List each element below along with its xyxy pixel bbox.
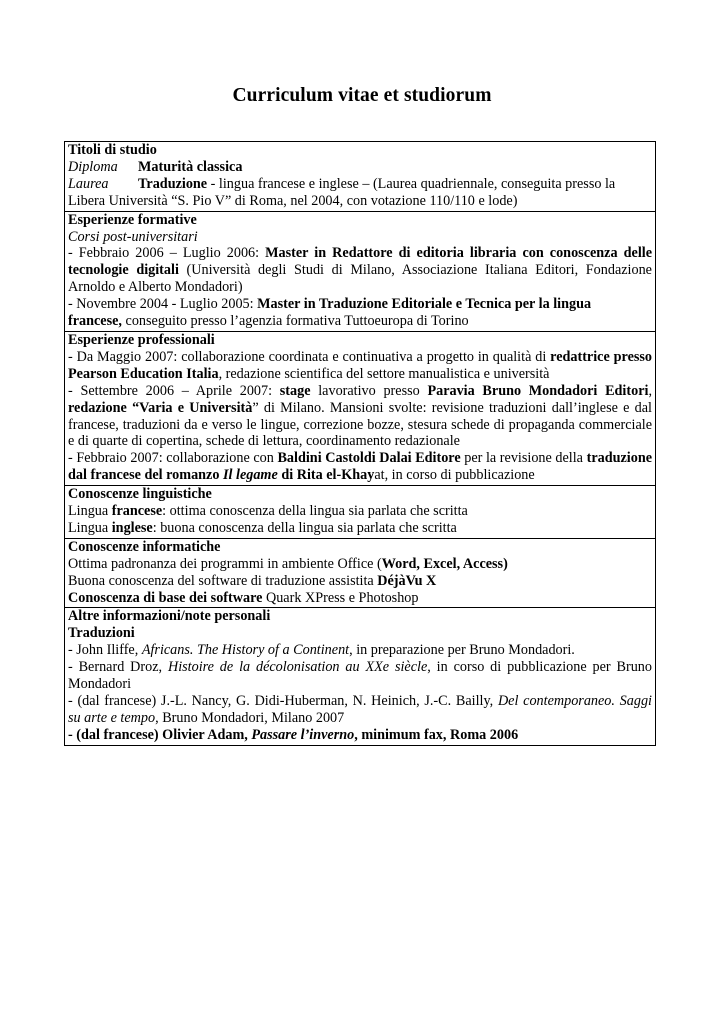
laurea-label: Laurea (68, 175, 109, 192)
section-esperienze-professionali (65, 331, 656, 485)
list-item: - Da Maggio 2007: collaborazione coordinata e continuativa a progetto in qualità di redattrice presso Pearson Education Italia, redazione scientifica del settore manualistica e università (68, 348, 652, 382)
section-heading: Esperienze professionali (68, 331, 215, 348)
laurea-line (68, 176, 652, 193)
section-heading: Conoscenze linguistiche (68, 486, 212, 503)
section-heading: Altre informazioni/note personali (68, 608, 271, 625)
document-title: Curriculum vitae et studiorum (232, 85, 492, 106)
section-subheading: Traduzioni (68, 625, 135, 642)
list-item: - Settembre 2006 – Aprile 2007: stage lavorativo presso Paravia Bruno Mondadori Editori, redazione “Varia e Università” di Milano. Mansioni svolte: revisione traduzioni dall’inglese e dal francese, traduzioni da e verso le lingue, correzione bozze, stesura schede di propaganda commerciale e di quarte di copertina, schede di lettura, coordinamento redazionale (68, 382, 652, 450)
skill-line: Buona conoscenza del software di traduzione assistita DéjàVu X (68, 572, 437, 589)
list-item: - Novembre 2004 - Luglio 2005: Master in Traduzione Editoriale e Tecnica per la lingua francese, conseguito presso l’agenzia formativa Tuttoeuropa di Torino (68, 296, 592, 330)
list-item: - Febbraio 2007: collaborazione con Baldini Castoldi Dalai Editore per la revisione della traduzione dal francese del romanzo Il legame di Rita el-Khayat, in corso di pubblicazione (68, 450, 653, 484)
list-item: - Febbraio 2006 – Luglio 2006: Master in Redattore di editoria libraria con conoscenza delle tecnologie digitali (Università degli Studi di Milano, Associazione Italiana Editori, Fondazione Arnoldo e Alberto Mondadori) (68, 245, 652, 296)
diploma-label: Diploma (68, 158, 118, 175)
diploma-line (68, 159, 652, 176)
section-subheading: Corsi post-universitari (68, 228, 198, 245)
laurea-field: Traduzione (138, 175, 208, 192)
laurea-text-continued: Libera Università “S. Pio V” di Roma, nel 2004, con votazione 110/110 e lode) (68, 192, 518, 209)
translation-item: - (dal francese) Olivier Adam, Passare l’inverno, minimum fax, Roma 2006 (68, 726, 519, 743)
section-esperienze-formative (65, 211, 656, 331)
cv-table (64, 141, 656, 746)
section-conoscenze-linguistiche (65, 486, 656, 539)
section-heading: Esperienze formative (68, 211, 197, 228)
translation-item: - John Iliffe, Africans. The History of a Continent, in preparazione per Bruno Mondadori. (68, 642, 575, 659)
language-line: Lingua inglese: buona conoscenza della lingua sia parlata che scritta (68, 519, 457, 536)
section-heading: Conoscenze informatiche (68, 538, 221, 555)
diploma-value: Maturità classica (138, 158, 243, 175)
section-heading: Titoli di studio (68, 142, 157, 158)
skill-line: Ottima padronanza dei programmi in ambiente Office (Word, Excel, Access) (68, 555, 508, 572)
translation-item: - Bernard Droz, Histoire de la décolonisation au XXe siècle, in corso di pubblicazione per Bruno Mondadori (68, 659, 652, 693)
section-altre-informazioni (65, 608, 656, 745)
skill-line: Conoscenza di base dei software Quark XPress e Photoshop (68, 589, 419, 606)
section-titoli-di-studio (65, 142, 656, 212)
translation-item: - (dal francese) J.-L. Nancy, G. Didi-Huberman, N. Heinich, J.-C. Bailly, Del contemporaneo. Saggi su arte e tempo, Bruno Mondadori, Milano 2007 (68, 693, 652, 726)
laurea-text: - lingua francese e inglese – (Laurea quadriennale, conseguita presso la (207, 175, 616, 192)
language-line: Lingua francese: ottima conoscenza della lingua sia parlata che scritta (68, 503, 468, 520)
section-conoscenze-informatiche (65, 538, 656, 608)
